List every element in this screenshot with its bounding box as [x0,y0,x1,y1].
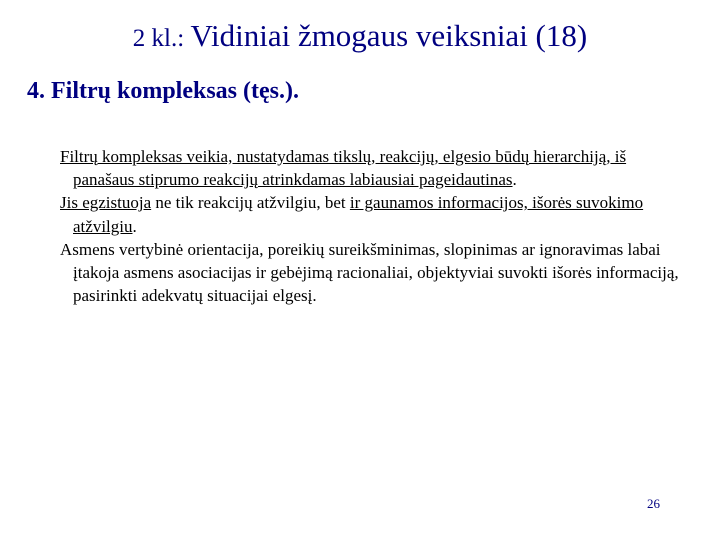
paragraph-value-orientation [60,238,690,308]
section-heading: 4. Filtrų kompleksas (tęs.). [27,78,299,104]
text-segment: Asmens vertybinė orientacija, poreikių sureikšminimas, slopinimas ar ignoravimas labai įtakoja asmens asociacijas ir gebėjimą racionaliai, objektyviai suvokti išorės informaciją, pasirinkti adekvatų situacijai elgesį. [60,239,679,306]
text-segment: . [132,216,137,236]
text-segment: . [512,170,517,190]
paragraph-filter-hierarchy [60,145,690,191]
underlined-text: ir gaunamos informacijos, išorės suvokimo atžvilgiu [73,193,644,236]
paragraph-information-perception [60,191,690,237]
text-segment: ne tik reakcijų atžvilgiu, bet [151,193,350,213]
slide-title-prefix: 2 kl.: [132,25,191,52]
underlined-text: Filtrų kompleksas veikia, nustatydamas tikslų, reakcijų, elgesio būdų hierarchiją, iš panašaus stiprumo reakcijų atrinkdamas labiausiai pageidautinas [60,147,627,190]
body-text [60,145,690,307]
slide-title-main: Vidiniai žmogaus veiksniai (18) [190,18,588,53]
underlined-text: Jis egzistuoja [60,193,152,213]
page-number: 26 [647,496,660,511]
slide-title [0,18,720,54]
